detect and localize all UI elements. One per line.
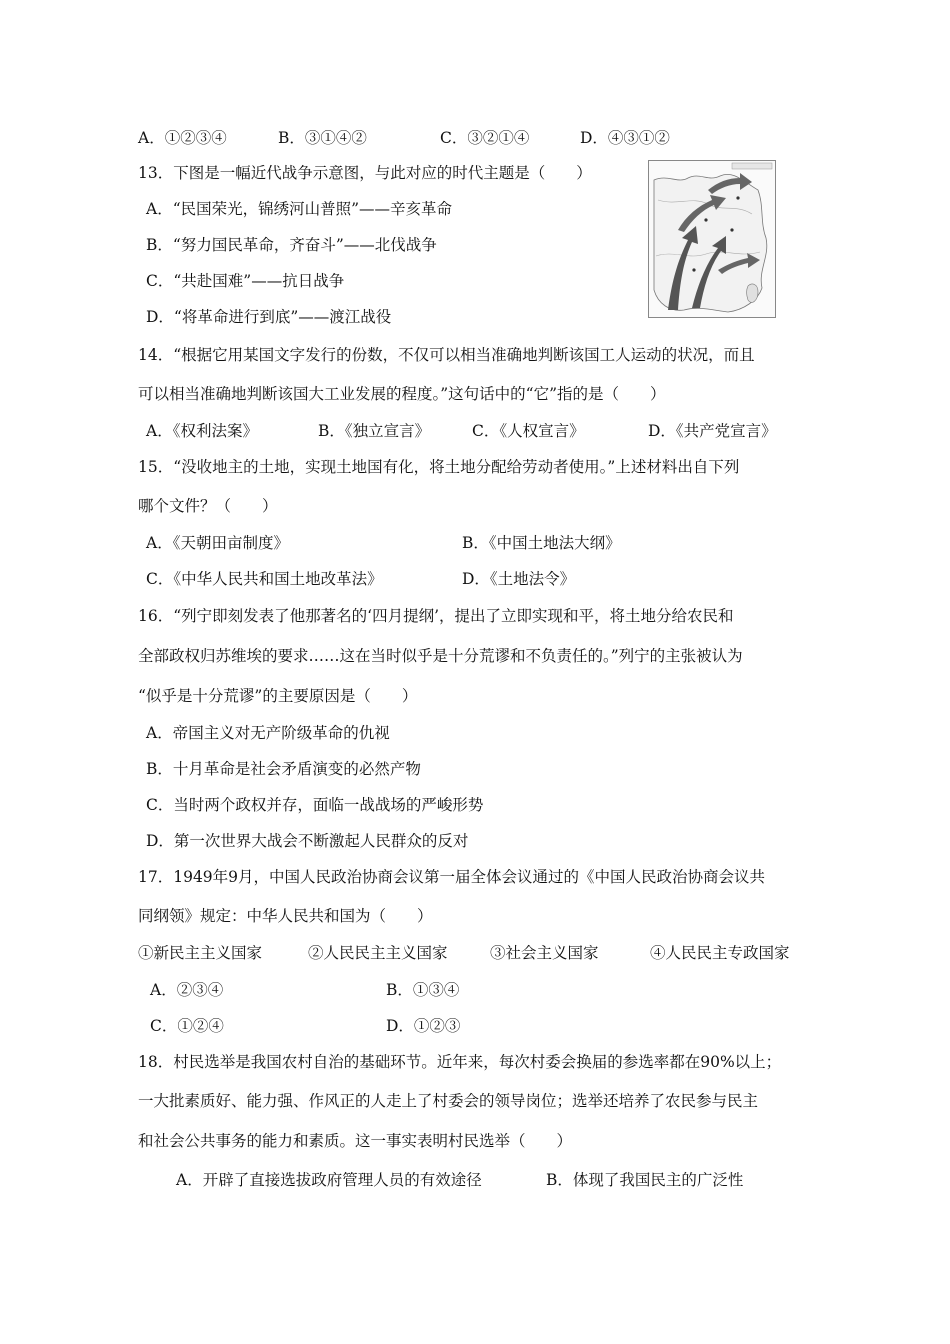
q14-option-d[interactable]: D．《共产党宣言》 [648, 422, 777, 440]
map-island [747, 284, 759, 302]
q12-option-d[interactable]: D．④③①② [580, 129, 670, 147]
q12-option-a[interactable]: A．①②③④ [138, 129, 227, 147]
q13-stem: 13．下图是一幅近代战争示意图，与此对应的时代主题是（ ） [138, 164, 592, 182]
q17-option-d[interactable]: D．①②③ [386, 1017, 461, 1035]
q18-stem-line-2: 一大批素质好、能力强、作风正的人走上了村委会的领导岗位；选举还培养了农民参与民主 [138, 1092, 759, 1110]
q17-item-2: ②人民民主主义国家 [308, 944, 448, 962]
q15-option-d[interactable]: D．《土地法令》 [462, 570, 576, 588]
q16-option-d[interactable]: D．第一次世界大战会不断激起人民群众的反对 [146, 832, 469, 850]
q18-stem-line-3: 和社会公共事务的能力和素质。这一事实表明村民选举（ ） [138, 1132, 573, 1150]
q15-stem-line-1: 15．“没收地主的土地，实现土地国有化，将土地分配给劳动者使用。”上述材料出自下列 [138, 458, 740, 476]
q16-stem-line-2: 全部政权归苏维埃的要求……这在当时似乎是十分荒谬和不负责任的。”列宁的主张被认为 [138, 647, 743, 665]
q17-option-b[interactable]: B．①③④ [386, 981, 460, 999]
q14-option-b[interactable]: B．《独立宣言》 [318, 422, 431, 440]
q18-option-a[interactable]: A．开辟了直接选拔政府管理人员的有效途径 [176, 1171, 482, 1189]
q16-option-c[interactable]: C．当时两个政权并存，面临一战战场的严峻形势 [146, 796, 484, 814]
q17-option-c[interactable]: C．①②④ [150, 1017, 224, 1035]
q15-option-b[interactable]: B．《中国土地法大纲》 [462, 534, 621, 552]
q14-option-c[interactable]: C．《人权宣言》 [472, 422, 585, 440]
q14-stem-line-1: 14．“根据它用某国文字发行的份数，不仅可以相当准确地判断该国工人运动的状况，而且 [138, 346, 755, 364]
q16-option-b[interactable]: B．十月革命是社会矛盾演变的必然产物 [146, 760, 421, 778]
q14-option-a[interactable]: A．《权利法案》 [146, 422, 258, 440]
q16-option-a[interactable]: A．帝国主义对无产阶级革命的仇视 [146, 724, 390, 742]
q18-stem-line-1: 18．村民选举是我国农村自治的基础环节。近年来，每次村委会换届的参选率都在90%以上； [138, 1053, 782, 1071]
q15-option-a[interactable]: A．《天朝田亩制度》 [146, 534, 289, 552]
q13-option-b[interactable]: B．“努力国民革命，齐奋斗”——北伐战争 [146, 236, 437, 254]
q18-option-b[interactable]: B．体现了我国民主的广泛性 [546, 1171, 744, 1189]
q17-stem-line-2: 同纲领》规定：中华人民共和国为（ ） [138, 907, 433, 925]
q12-option-c[interactable]: C．③②①④ [440, 129, 530, 147]
q15-option-c[interactable]: C．《中华人民共和国土地改革法》 [146, 570, 383, 588]
q13-option-c[interactable]: C．“共赴国难”——抗日战争 [146, 272, 345, 290]
map-legend [732, 163, 772, 169]
war-map-image [648, 160, 776, 318]
q17-item-3: ③社会主义国家 [490, 944, 599, 962]
q16-stem-line-3: “似乎是十分荒谬”的主要原因是（ ） [138, 687, 418, 705]
q15-stem-line-2: 哪个文件？（ ） [138, 497, 278, 515]
q12-option-b[interactable]: B．③①④② [278, 129, 367, 147]
q14-stem-line-2: 可以相当准确地判断该国大工业发展的程度。”这句话中的“它”指的是（ ） [138, 385, 666, 403]
q17-item-1: ①新民主主义国家 [138, 944, 263, 962]
q13-option-d[interactable]: D．“将革命进行到底”——渡江战役 [146, 308, 392, 326]
q17-option-a[interactable]: A．②③④ [150, 981, 224, 999]
q17-item-4: ④人民民主专政国家 [650, 944, 790, 962]
q16-stem-line-1: 16．“列宁即刻发表了他那著名的‘四月提纲’，提出了立即实现和平，将土地分给农民和 [138, 607, 734, 625]
q17-stem-line-1: 17．1949年9月，中国人民政治协商会议第一届全体会议通过的《中国人民政治协商会议共 [138, 868, 766, 886]
q13-option-a[interactable]: A．“民国荣光，锦绣河山普照”——辛亥革命 [146, 200, 453, 218]
